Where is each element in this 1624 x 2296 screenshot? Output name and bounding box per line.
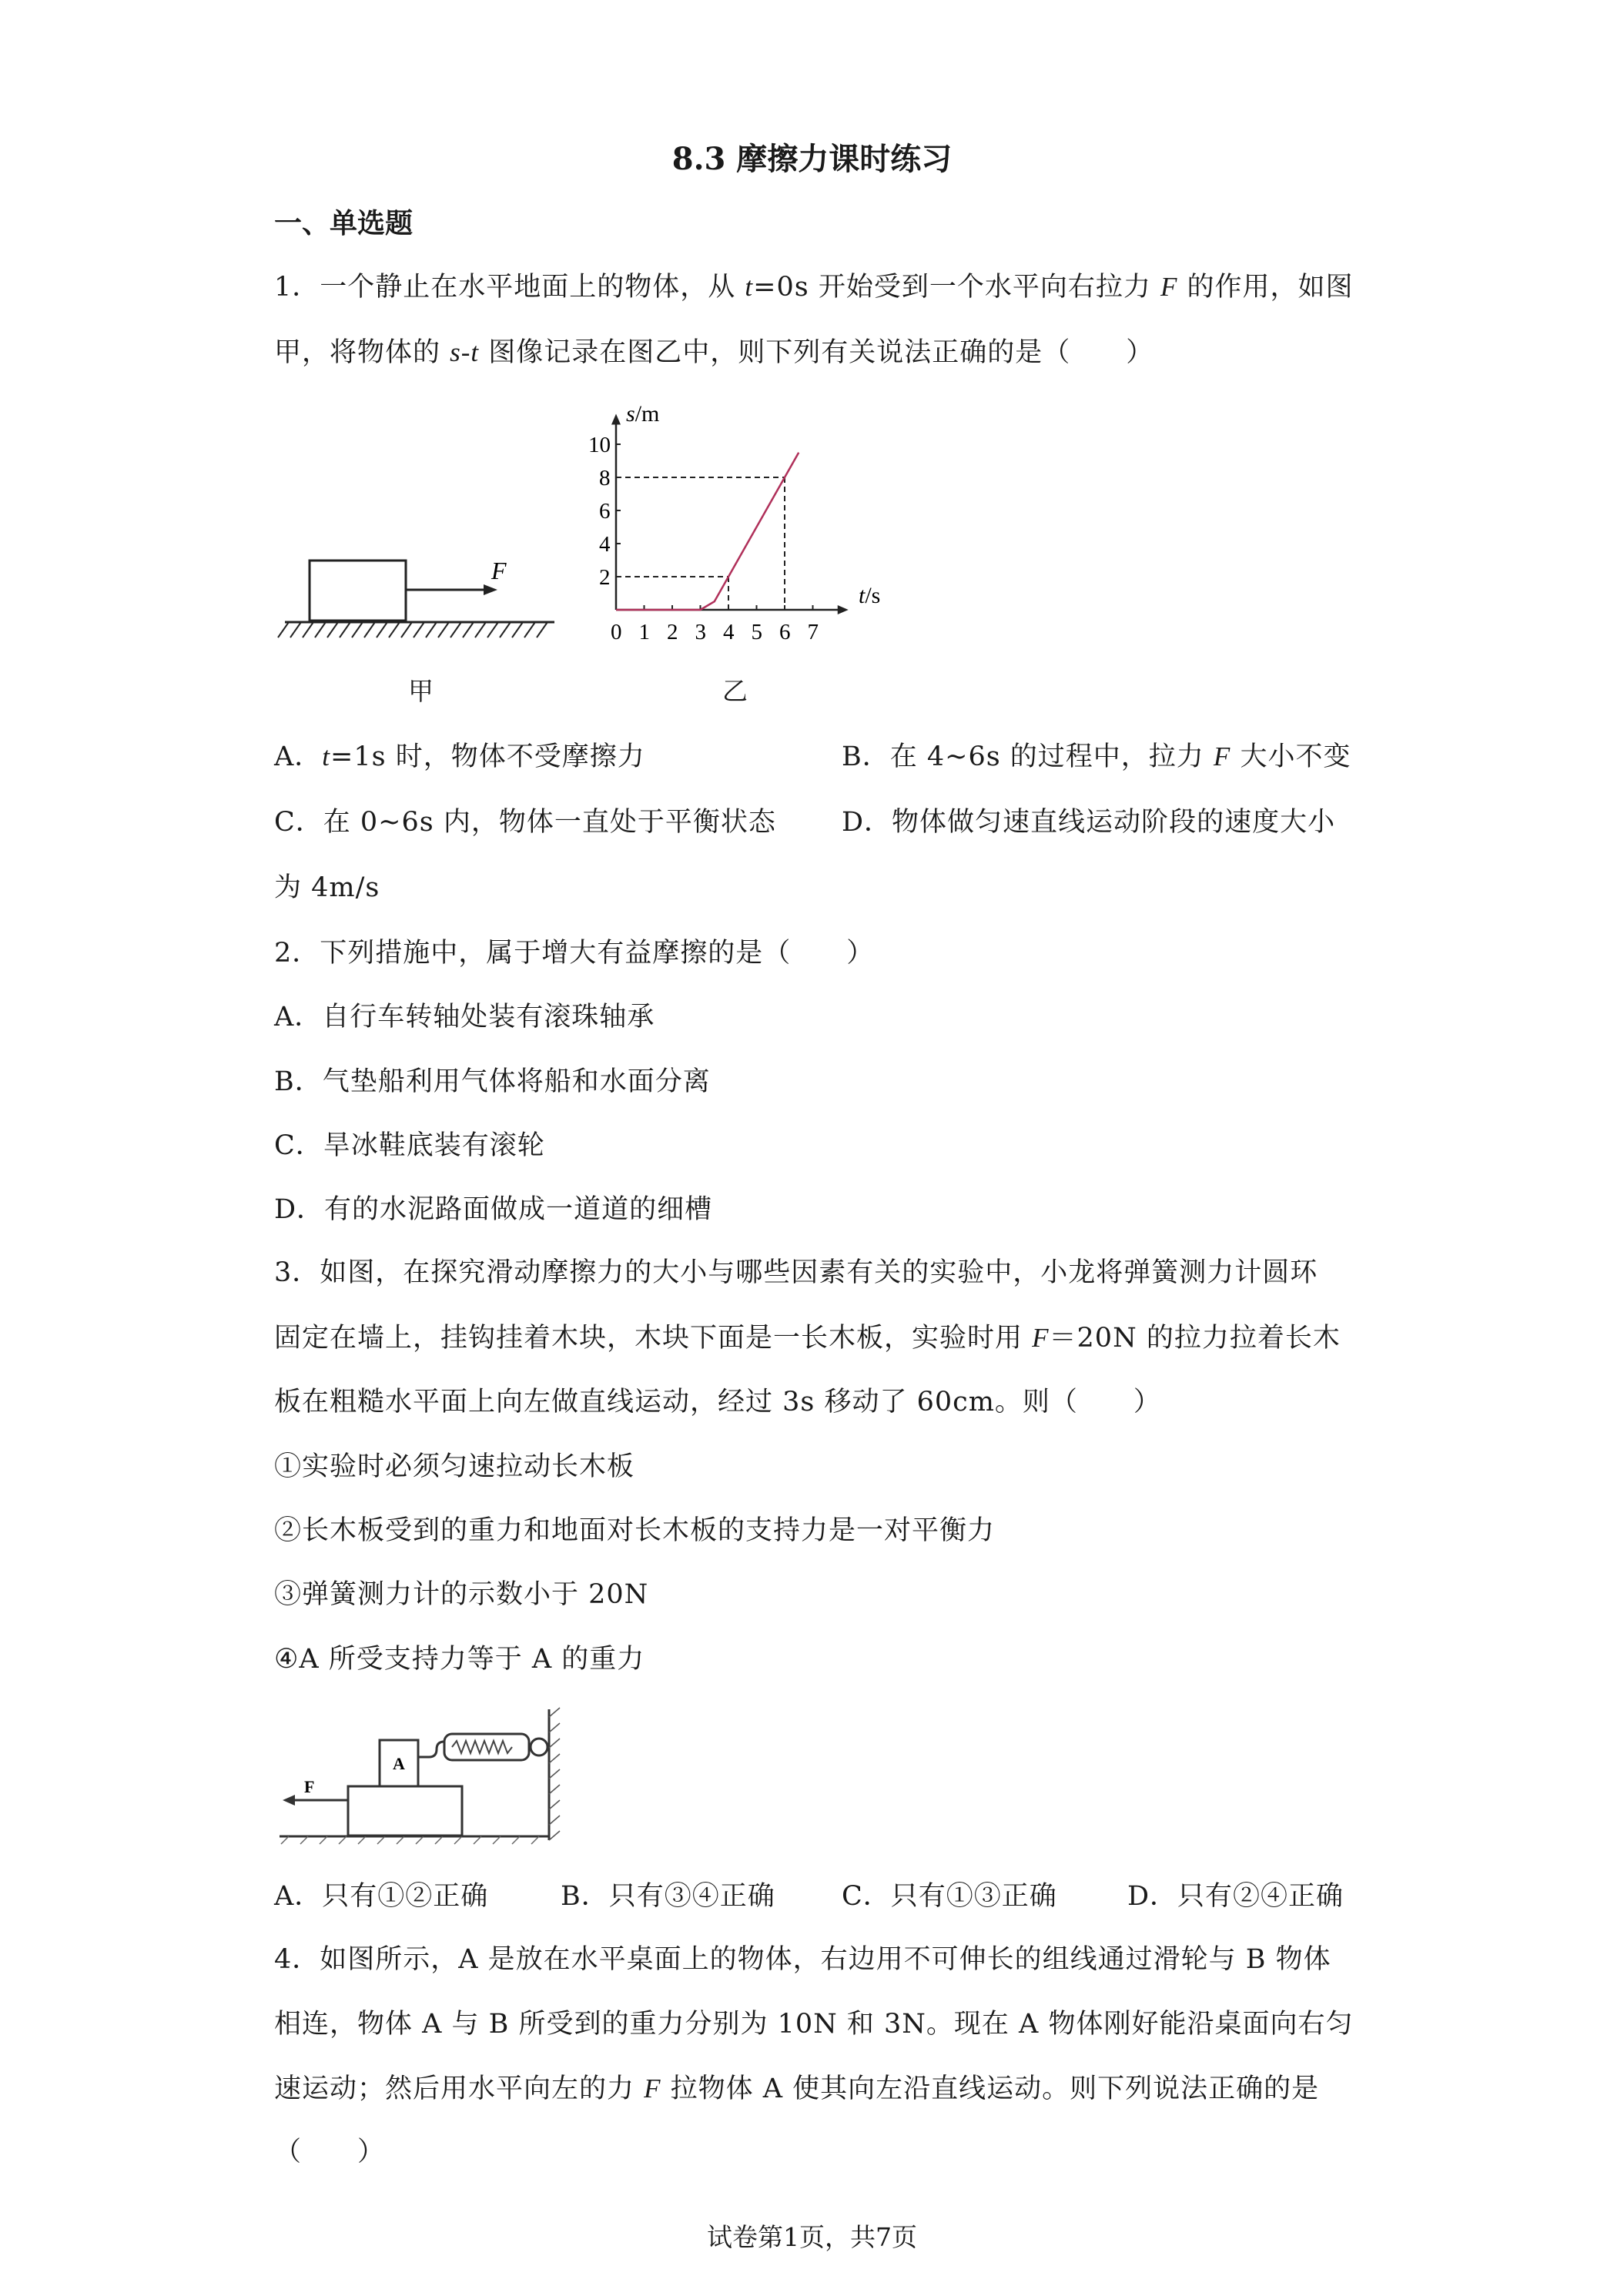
page-title: 8.3 摩擦力课时练习 <box>671 141 953 177</box>
block-a-label: A <box>393 1754 405 1773</box>
hatch-stroke <box>450 622 461 638</box>
hatch-stroke <box>364 622 375 638</box>
x-tick-label: 1 <box>638 620 650 644</box>
hatch-stroke <box>463 622 474 638</box>
force-label: F <box>304 1777 315 1796</box>
wall-hatching <box>549 1708 560 1840</box>
x-axis-label: t/s <box>859 583 881 608</box>
q1-stem-line2: 甲，将物体的 s-t 图像记录在图乙中，则下列有关说法正确的是（ ） <box>274 337 1154 368</box>
force-arrowhead <box>283 1795 295 1806</box>
hatch-stroke <box>426 622 437 638</box>
x-tick-label: 7 <box>807 620 819 644</box>
hatch-stroke <box>512 622 523 638</box>
q1-option-b: B．在 4~6s 的过程中，拉力 F 大小不变 <box>842 741 1351 772</box>
q3-statement-3: ③弹簧测力计的示数小于 20N <box>274 1579 649 1610</box>
force-arrowhead <box>484 584 497 595</box>
x-tick-label: 6 <box>779 620 791 644</box>
y-axis-label: s/m <box>626 401 660 427</box>
hatch-stroke <box>303 622 313 638</box>
y-tick-label: 2 <box>599 565 611 590</box>
q3-statement-1: ①实验时必须匀速拉动长木板 <box>274 1451 635 1482</box>
q4-stem-line4: （ ） <box>274 2137 386 2167</box>
x-tick-label: 3 <box>695 620 706 644</box>
x-tick-label: 0 <box>611 620 622 644</box>
hatch-stroke <box>401 622 412 638</box>
hatch-stroke <box>389 622 400 638</box>
q4-stem-line3: 速运动；然后用水平向左的力 F 拉物体 A 使其向左沿直线运动。则下列说法正确的是 <box>274 2073 1320 2104</box>
hatch-stroke <box>352 622 363 638</box>
x-axis-arrow <box>838 605 849 614</box>
page-footer: 试卷第1页，共7页 <box>707 2222 917 2252</box>
q1-option-a: A．t=1s 时，物体不受摩擦力 <box>274 741 645 772</box>
x-tick-label: 5 <box>751 620 762 644</box>
q3-option-b: B．只有③④正确 <box>561 1881 775 1912</box>
q2-option-b: B．气垫船利用气体将船和水面分离 <box>274 1066 711 1097</box>
q4-stem-line1: 4．如图所示，A 是放在水平桌面上的物体，右边用不可伸长的组线通过滑轮与 B 物体 <box>274 1944 1331 1975</box>
y-tick-label: 8 <box>599 466 611 490</box>
force-label: F <box>491 557 507 584</box>
caption-yi: 乙 <box>722 676 748 706</box>
q2-option-a: A．自行车转轴处装有滚珠轴承 <box>274 1002 655 1033</box>
q3-stem-line2: 固定在墙上，挂钩挂着木块，木块下面是一长木板，实验时用 F＝20N 的拉力拉着长木 <box>274 1323 1341 1354</box>
q3-option-d: D．只有②④正确 <box>1127 1881 1344 1912</box>
hatch-stroke <box>487 622 498 638</box>
scale-ring <box>531 1739 547 1755</box>
series-line <box>616 453 799 610</box>
q1-st-chart <box>570 393 909 654</box>
q3-option-c: C．只有①③正确 <box>842 1881 1057 1912</box>
hook <box>418 1742 444 1757</box>
caption-jia: 甲 <box>408 676 434 706</box>
hatch-stroke <box>524 622 535 638</box>
hatch-stroke <box>290 622 301 638</box>
hatch-stroke <box>438 622 449 638</box>
long-board <box>348 1786 462 1836</box>
y-axis-arrow <box>611 414 621 425</box>
q3-statement-2: ②长木板受到的重力和地面对长木板的支持力是一对平衡力 <box>274 1515 996 1546</box>
q3-statement-4: ④A 所受支持力等于 A 的重力 <box>274 1644 645 1675</box>
section-heading: 一、单选题 <box>274 207 414 239</box>
q3-stem-line3: 板在粗糙水平面上向左做直线运动，经过 3s 移动了 60cm。则（ ） <box>274 1387 1161 1417</box>
y-tick-label: 6 <box>599 499 611 524</box>
hatch-stroke <box>315 622 326 638</box>
hatch-stroke <box>327 622 338 638</box>
y-tick-label: 4 <box>599 532 611 557</box>
y-tick-label: 10 <box>588 433 611 457</box>
q3-stem-line1: 3．如图，在探究滑动摩擦力的大小与哪些因素有关的实验中，小龙将弹簧测力计圆环 <box>274 1257 1318 1288</box>
hatch-stroke <box>340 622 350 638</box>
q1-option-d-continued: 为 4m/s <box>274 872 380 903</box>
hatch-stroke <box>278 622 289 638</box>
block <box>310 561 406 621</box>
q1-option-d: D．物体做匀速直线运动阶段的速度大小 <box>842 807 1336 838</box>
q3-option-a: A．只有①②正确 <box>274 1881 489 1912</box>
q3-figure <box>266 1702 566 1848</box>
hatch-stroke <box>414 622 424 638</box>
hatch-stroke <box>475 622 486 638</box>
ground-hatching <box>278 622 547 638</box>
q1-option-c: C．在 0~6s 内，物体一直处于平衡状态 <box>274 807 776 838</box>
hatch-stroke <box>377 622 387 638</box>
x-tick-label: 2 <box>667 620 678 644</box>
q4-stem-line2: 相连，物体 A 与 B 所受到的重力分别为 10N 和 3N。现在 A 物体刚好能沿桌面向右匀 <box>274 2009 1354 2040</box>
hatch-stroke <box>537 622 547 638</box>
q2-option-c: C．旱冰鞋底装有滚轮 <box>274 1130 545 1161</box>
q1-stem-line1: 1．一个静止在水平地面上的物体，从 t=0s 开始受到一个水平向右拉力 F 的作用，如图 <box>274 272 1354 303</box>
x-tick-label: 4 <box>723 620 735 644</box>
q2-stem: 2．下列措施中，属于增大有益摩擦的是（ ） <box>274 938 875 969</box>
hatch-stroke <box>500 622 511 638</box>
q2-option-d: D．有的水泥路面做成一道道的细槽 <box>274 1194 713 1225</box>
